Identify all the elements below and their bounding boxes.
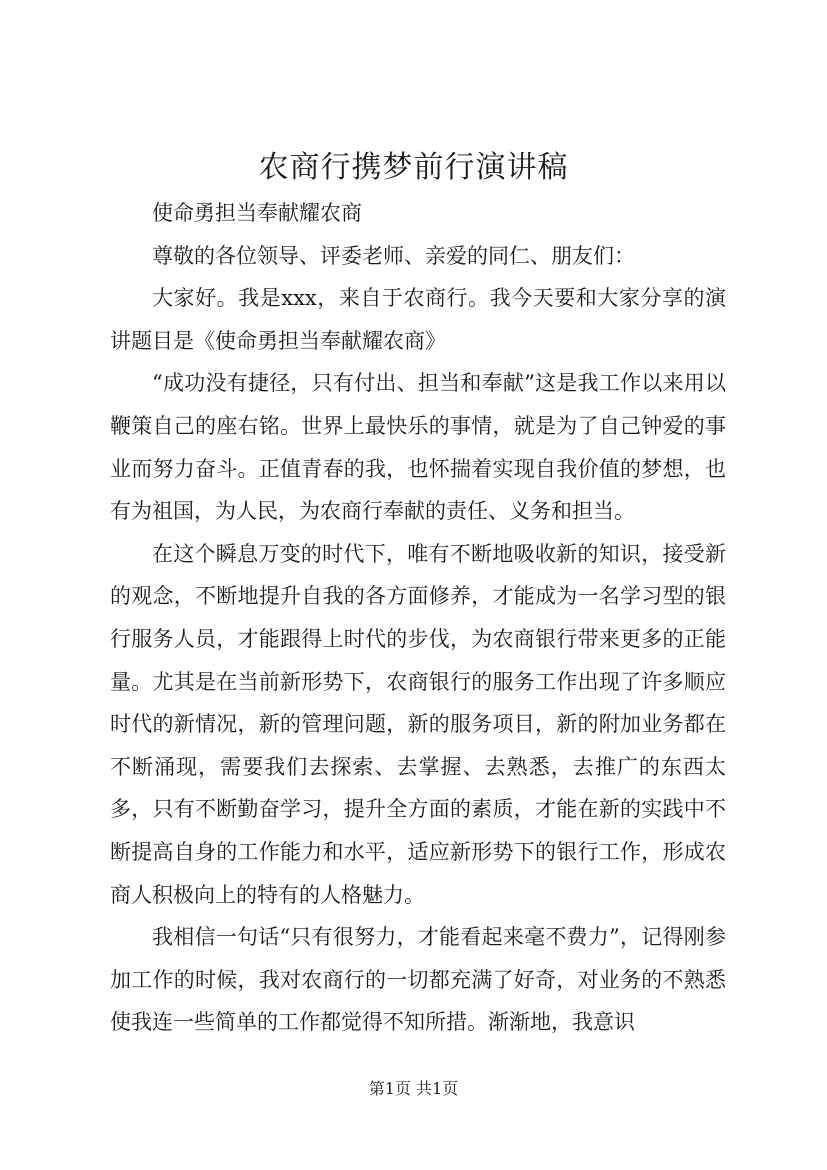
- salutation-paragraph: 尊敬的各位领导、评委老师、亲爱的同仁、朋友们：: [152, 243, 635, 268]
- body-paragraph: 我相信一句话“只有很努力，才能看起来毫不费力”，记得刚参加工作的时候，我对农商行的一切都充满了好奇，对业务的不熟悉使我连一些简单的工作都觉得不知所措。渐渐地，我意识: [110, 925, 726, 1035]
- body-paragraph: 在这个瞬息万变的时代下，唯有不断地吸收新的知识，接受新的观念，不断地提升自我的各方面修养，才能成为一名学习型的银行服务人员，才能跟得上时代的步伐，为农商银行带来更多的正能量。尤其是在当前新形势下，农商银行的服务工作出现了许多顺应时代的新情况，新的管理问题，新的服务项目，新的附加业务都在不断涌现，需要我们去探索、去掌握、去熟悉，去推广的东西太多，只有不断勤奋学习，提升全方面的素质，才能在新的实践中不断提高自身的工作能力和水平，适应新形势下的银行工作，形成农商人积极向上的特有的人格魅力。: [110, 541, 726, 907]
- page-number-footer: 第1页 共1页: [368, 1079, 459, 1098]
- document-title: 农商行携梦前行演讲稿: [258, 150, 569, 185]
- document-body: [110, 192, 726, 1044]
- body-paragraph: “成功没有捷径，只有付出、担当和奉献”这是我工作以来用以鞭策自己的座右铭。世界上最快乐的事情，就是为了自己钟爱的事业而努力奋斗。正值青春的我，也怀揣着实现自我价值的梦想，也有为祖国，为人民，为农商行奉献的责任、义务和担当。: [110, 371, 726, 524]
- body-paragraph: 大家好。我是xxx，来自于农商行。我今天要和大家分享的演讲题目是《使命勇担当奉献耀农商》: [110, 286, 726, 353]
- subtitle-paragraph: 使命勇担当奉献耀农商: [152, 201, 362, 225]
